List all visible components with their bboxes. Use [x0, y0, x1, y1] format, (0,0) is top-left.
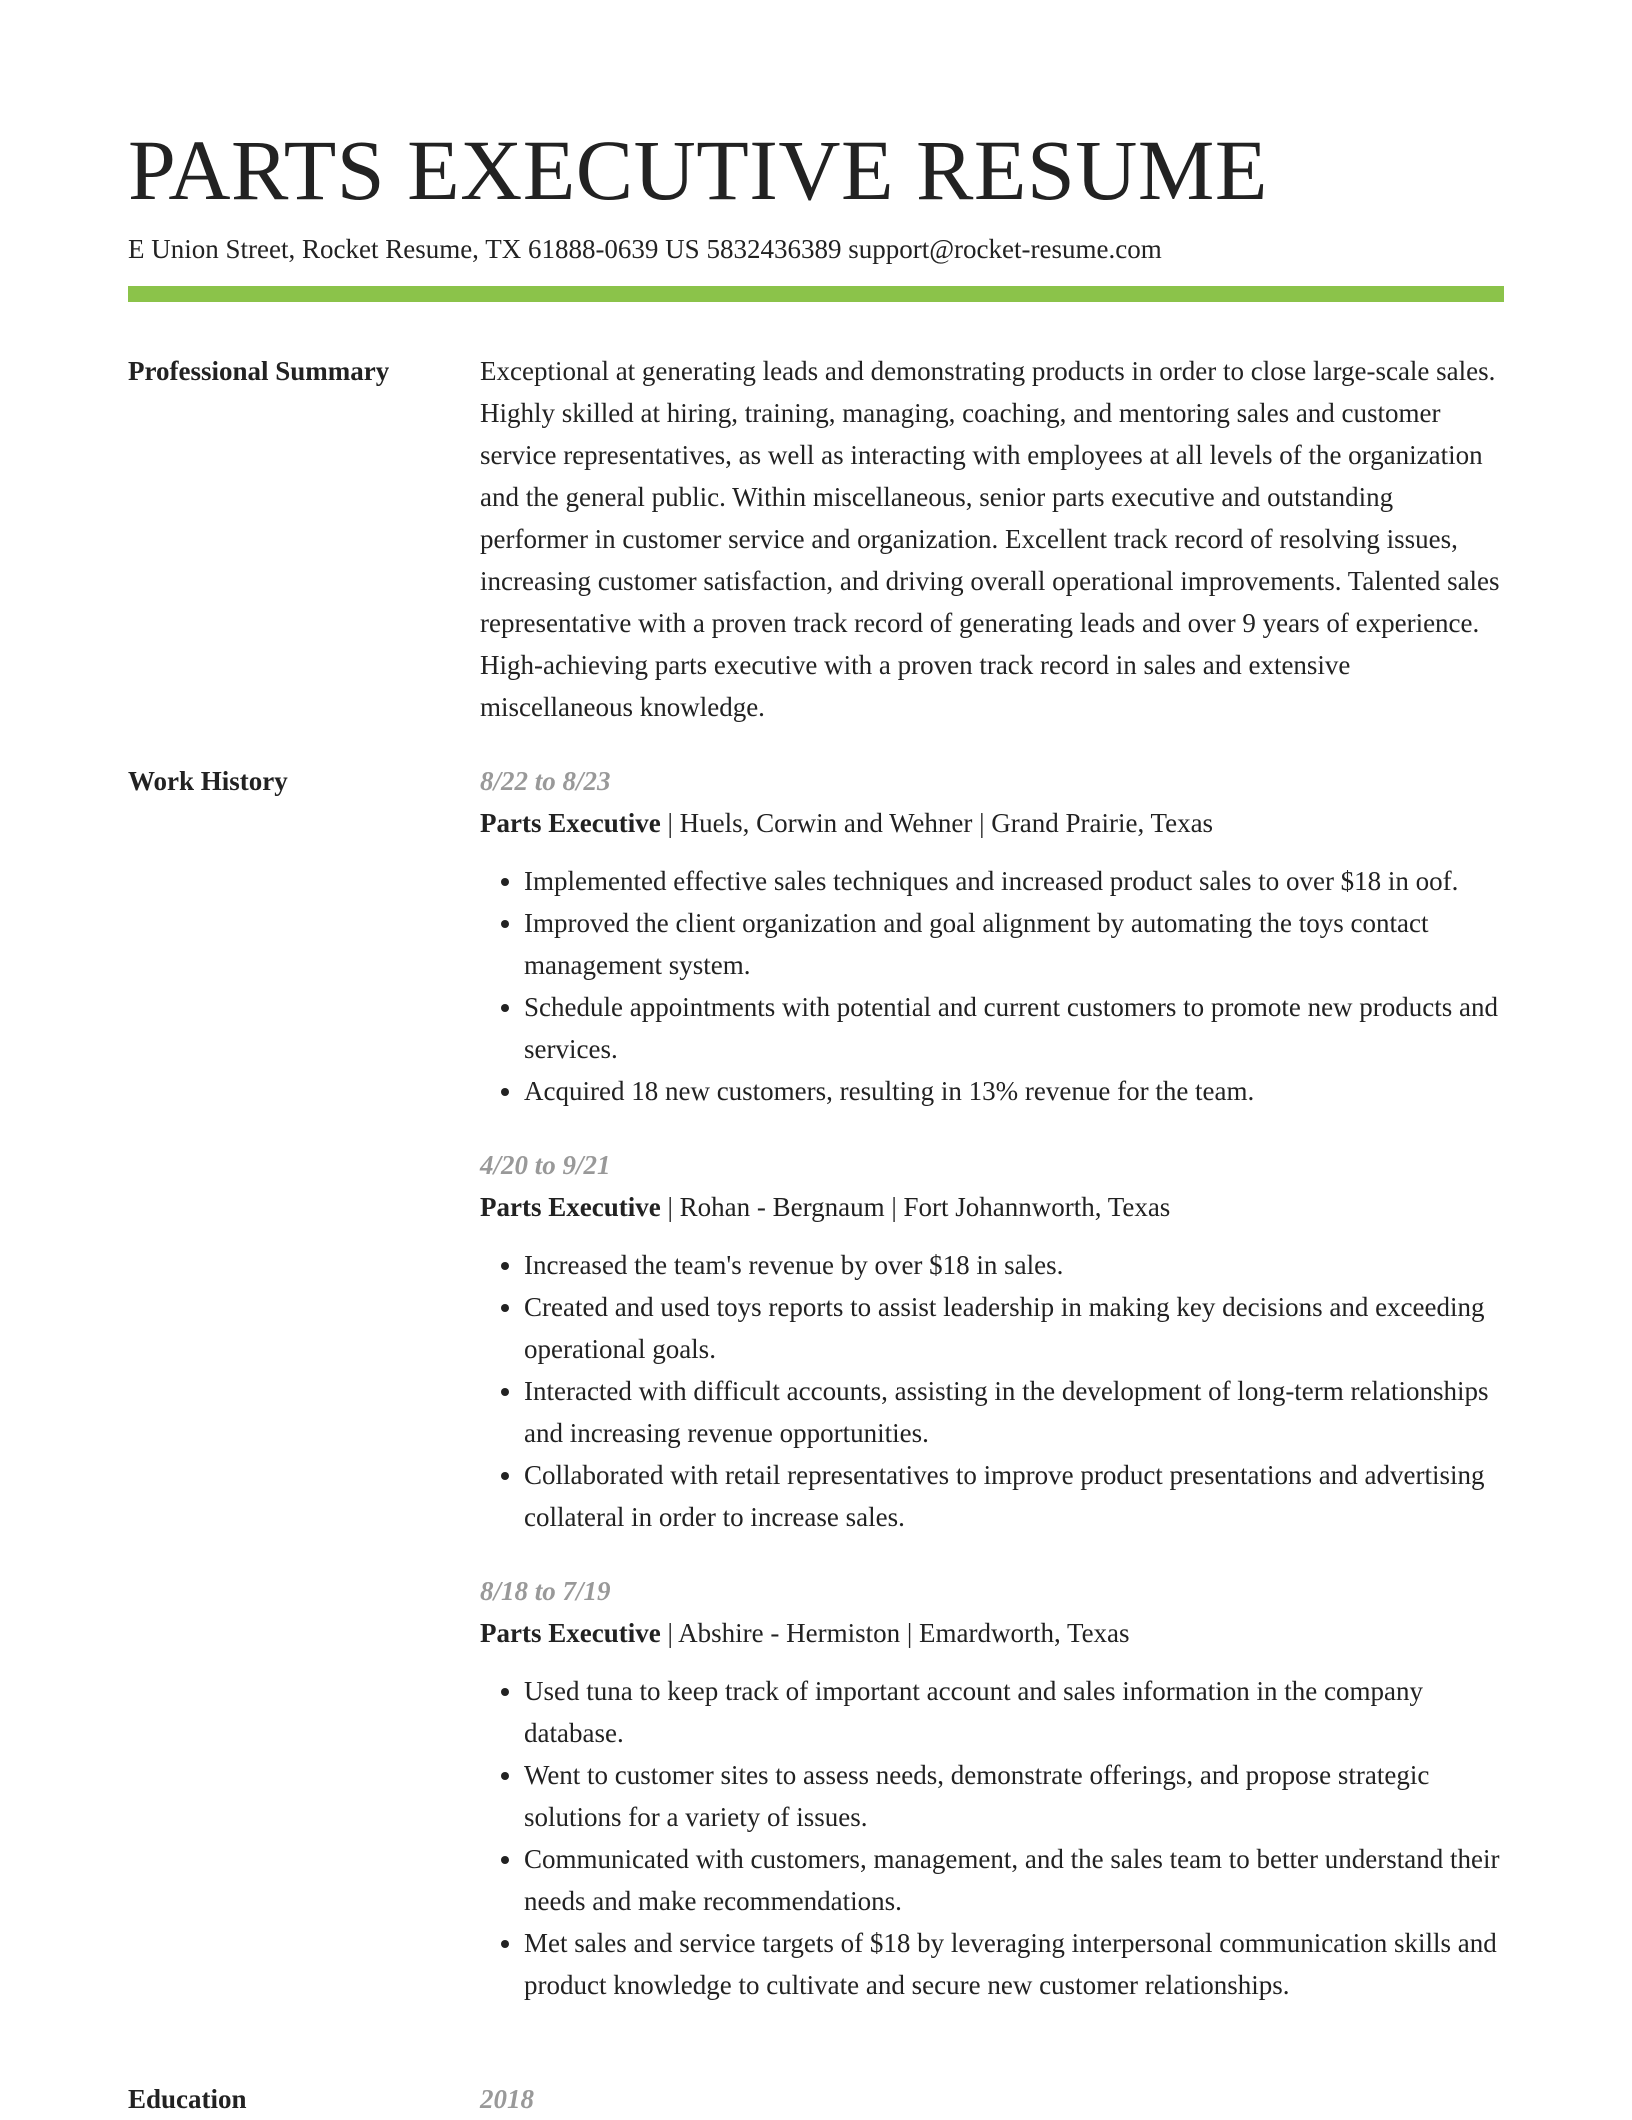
job-title: Parts Executive — [480, 808, 661, 838]
header-divider — [128, 286, 1504, 302]
job-bullet: • Interacted with difficult accounts, assisting in the development of long-term relationships and increasing revenue opportunities. — [524, 1370, 1504, 1454]
job-header — [480, 802, 1504, 844]
work-history-body — [480, 760, 1504, 2038]
job-bullets — [480, 860, 1504, 1112]
job-bullet: • Improved the client organization and goal alignment by automating the toys contact management system. — [524, 902, 1504, 986]
contact-line: E Union Street, Rocket Resume, TX 61888-0639 US 5832436389 support@rocket-resume.com — [128, 234, 1162, 264]
job-dates: 8/18 to 7/19 — [480, 1576, 611, 1606]
job-dates: 4/20 to 9/21 — [480, 1150, 611, 1180]
job-bullet: • Communicated with customers, management, and the sales team to better understand their needs and make recommendations. — [524, 1838, 1504, 1922]
summary-label: Professional Summary — [128, 356, 390, 386]
summary-body — [480, 350, 1504, 728]
job-header — [480, 1186, 1504, 1228]
job-bullet: • Met sales and service targets of $18 by leveraging interpersonal communication skills and product knowledge to cultivate and secure new customer relationships. — [524, 1922, 1504, 2006]
job-bullet: • Acquired 18 new customers, resulting in 13% revenue for the team. — [524, 1070, 1504, 1112]
job-title: Parts Executive — [480, 1618, 661, 1648]
education-body — [480, 2078, 1504, 2120]
summary-text: Exceptional at generating leads and demonstrating products in order to close large-scale sales. Highly skilled at hiring, training, managing, coaching, and mentoring sales and customer service representatives, as well as interacting with employees at all levels of the organization and the general public. Within miscellaneous, senior parts executive and outstanding performer in customer service and organization. Excellent track record of resolving issues, increasing customer satisfaction, and driving overall operational improvements. Talented sales representative with a proven track record of generating leads and over 9 years of experience. High-achieving parts executive with a proven track record in sales and extensive miscellaneous knowledge. — [480, 356, 1500, 722]
job-bullet: • Implemented effective sales techniques and increased product sales to over $18 in oof. — [524, 860, 1504, 902]
job-bullet: • Collaborated with retail representatives to improve product presentations and advertising collateral in order to increase sales. — [524, 1454, 1504, 1538]
education-label: Education — [128, 2084, 247, 2114]
education-dates: 2018 — [480, 2084, 534, 2114]
job-title: Parts Executive — [480, 1192, 661, 1222]
job-entry — [480, 760, 1504, 1112]
job-details: | Abshire - Hermiston | Emardworth, Texas — [660, 1618, 1130, 1648]
job-bullets — [480, 1244, 1504, 1538]
job-details: | Huels, Corwin and Wehner | Grand Prairie, Texas — [660, 808, 1214, 838]
job-bullet: • Went to customer sites to assess needs, demonstrate offerings, and propose strategic solutions for a variety of issues. — [524, 1754, 1504, 1838]
job-details: | Rohan - Bergnaum | Fort Johannworth, Texas — [660, 1192, 1171, 1222]
resume-title: PARTS EXECUTIVE RESUME — [128, 122, 1268, 218]
job-bullet: • Schedule appointments with potential and current customers to promote new products and services. — [524, 986, 1504, 1070]
work-history-label: Work History — [128, 766, 288, 796]
job-bullet: • Increased the team's revenue by over $18 in sales. — [524, 1244, 1504, 1286]
job-bullet: • Used tuna to keep track of important account and sales information in the company database. — [524, 1670, 1504, 1754]
job-entry — [480, 1144, 1504, 1538]
job-dates: 8/22 to 8/23 — [480, 766, 611, 796]
job-bullet: • Created and used toys reports to assist leadership in making key decisions and exceeding operational goals. — [524, 1286, 1504, 1370]
job-header — [480, 1612, 1504, 1654]
job-bullets — [480, 1670, 1504, 2006]
job-entry — [480, 1570, 1504, 2006]
